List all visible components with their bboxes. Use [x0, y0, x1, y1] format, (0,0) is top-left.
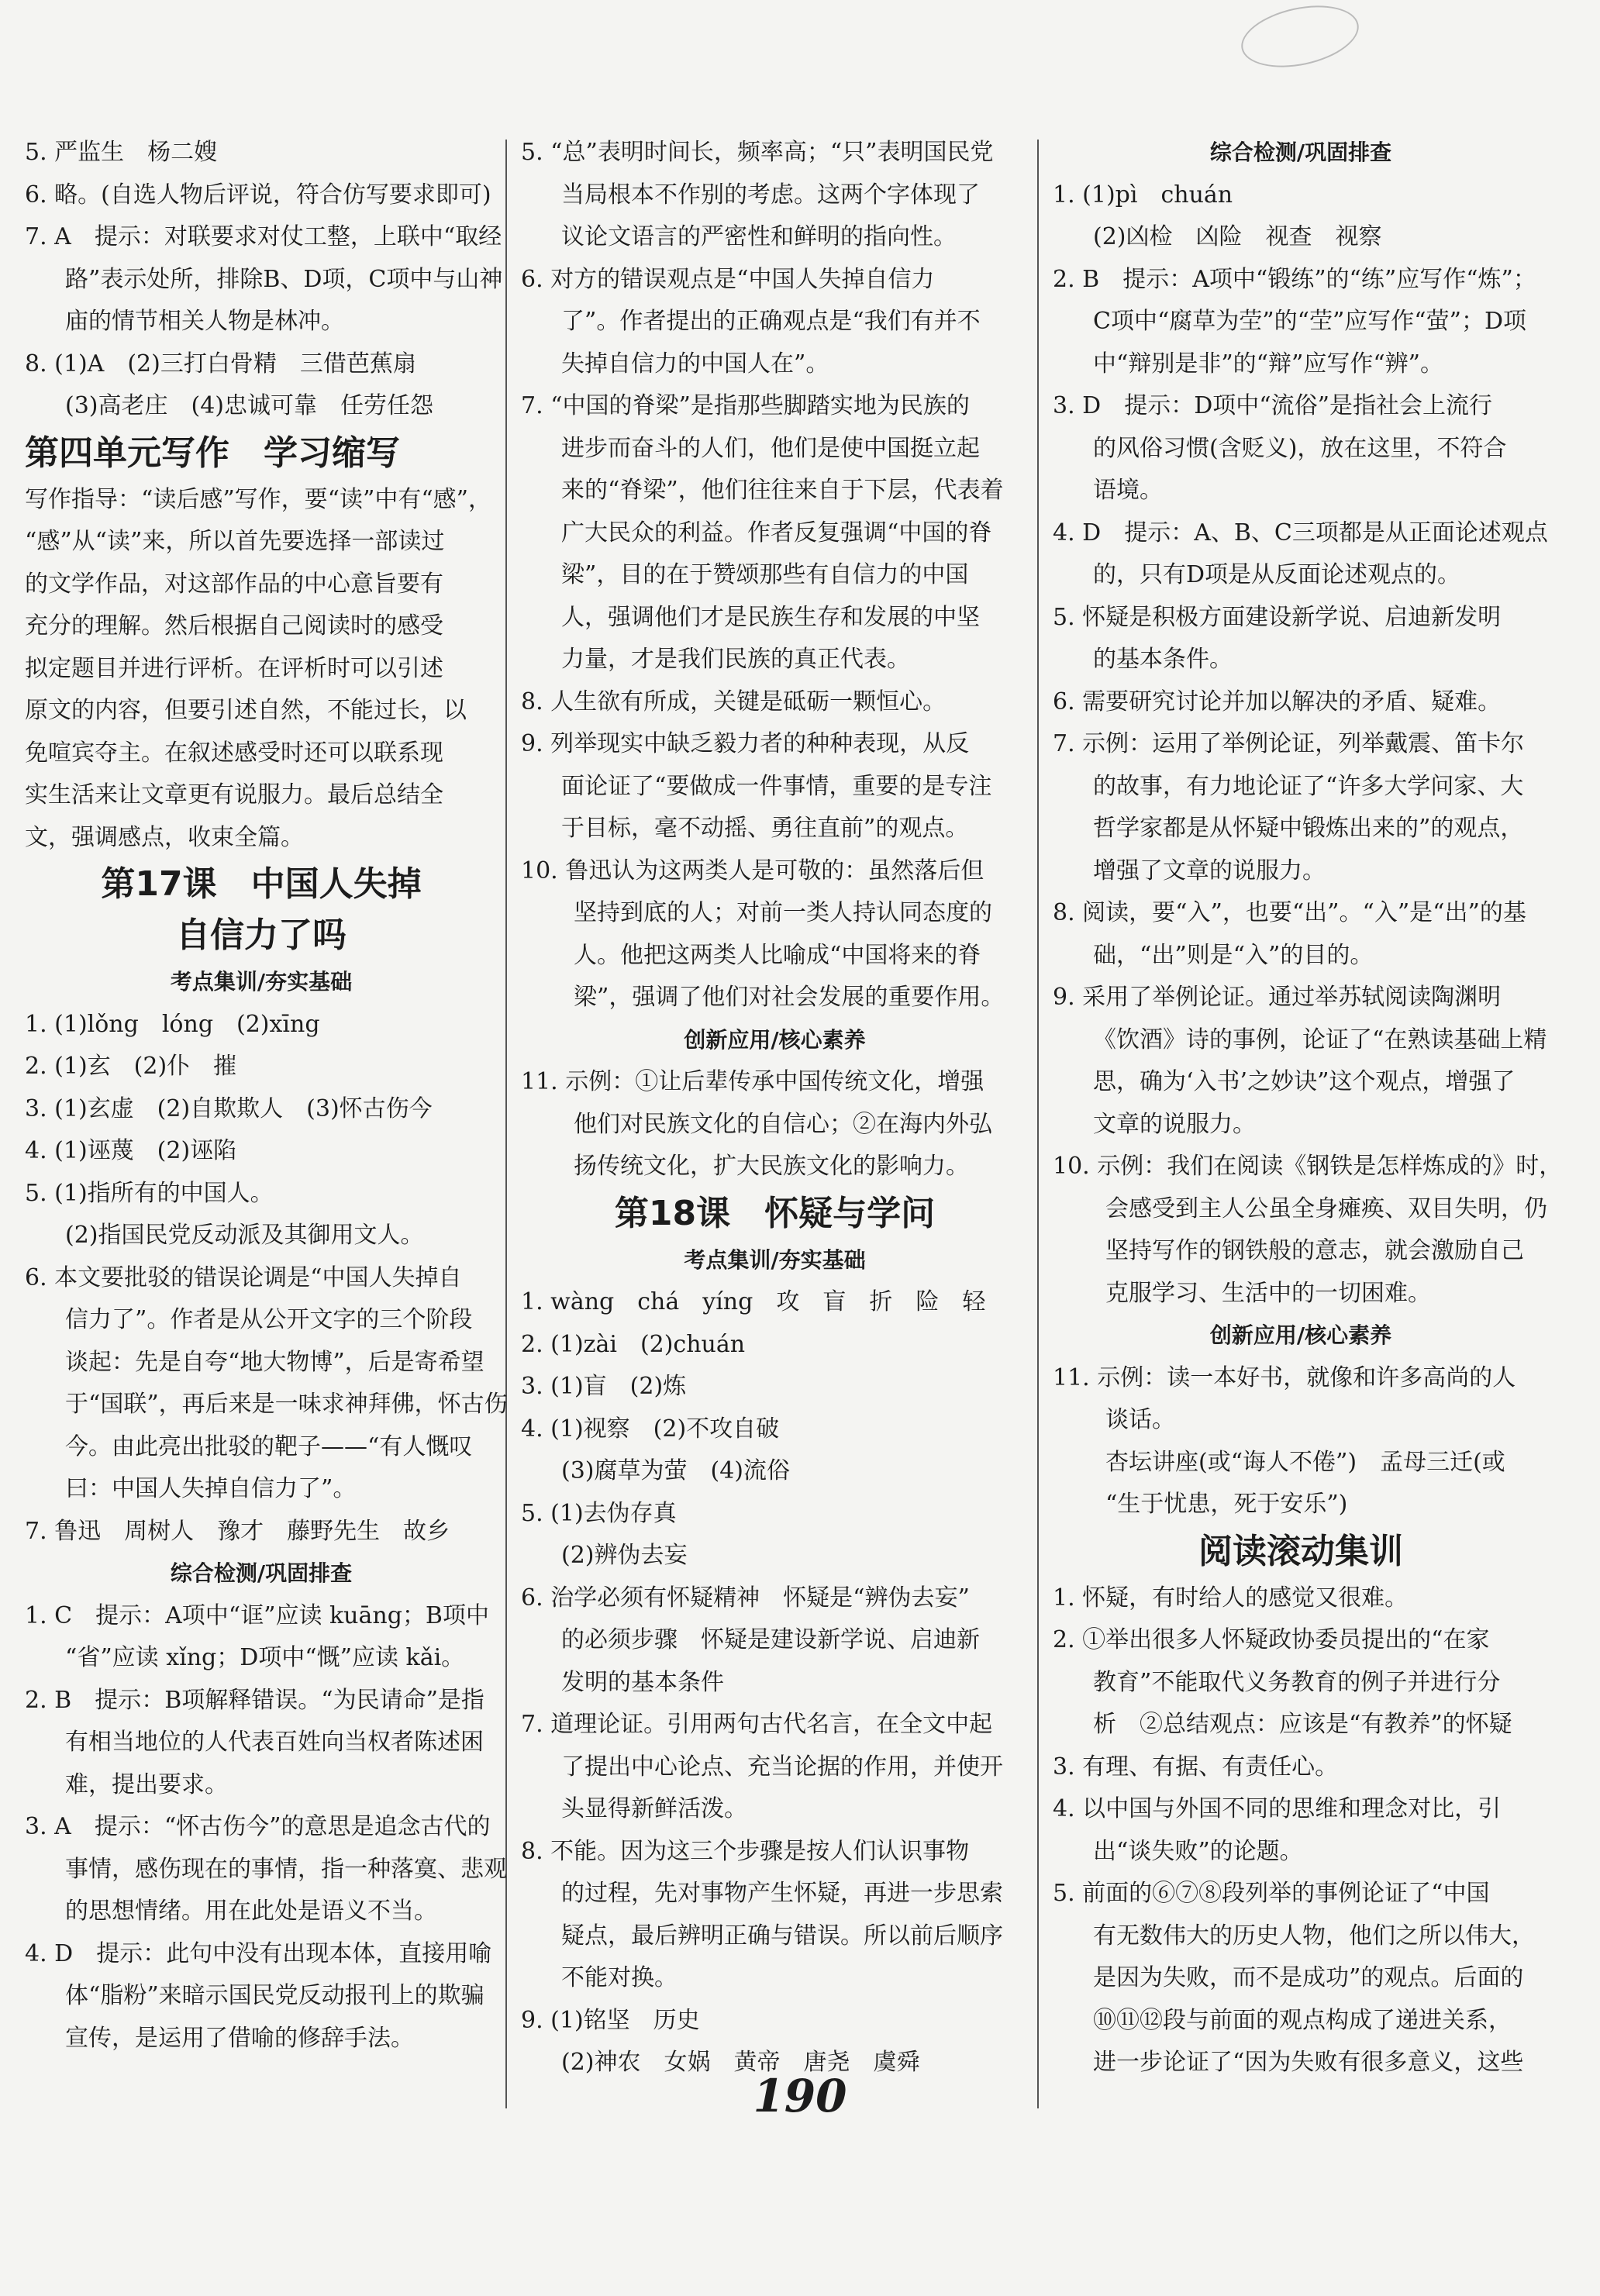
answer-line: 5. 严监生 杨二嫂	[25, 139, 218, 166]
answer-line: 的基本条件。	[1093, 646, 1233, 673]
answer-line: 实生活来让文章更有说服力。最后总结全	[25, 781, 443, 808]
answer-line: 1. C 提示：A项中“诓”应读 kuāng；B项中	[25, 1601, 489, 1629]
answer-line: “感”从“读”来，所以首先要选择一部读过	[25, 528, 445, 555]
answer-line: 于“国联”，再后来是一味求神拜佛，怀古伤	[65, 1391, 508, 1418]
answer-line: 曰：中国人失掉自信力了”。	[65, 1475, 357, 1502]
answer-line: 的故事，有力地论证了“许多大学问家、大	[1093, 772, 1524, 800]
answer-line: 人，强调他们才是民族生存和发展的中坚	[561, 603, 980, 631]
answer-line: 的过程，先对事物产生怀疑，再进一步思索	[561, 1880, 1003, 1907]
answer-line: 8. 阅读，要“入”，也要“出”。“入”是“出”的基	[1053, 899, 1526, 926]
answer-line: 有无数伟大的历史人物，他们之所以伟大，	[1093, 1922, 1535, 1950]
answer-line: 梁”，强调了他们对社会发展的重要作用。	[574, 984, 1005, 1011]
answer-line: 当局根本不作别的考虑。这两个字体现了	[561, 181, 980, 209]
answer-line: “生于忧患，死于安乐”)	[1105, 1491, 1348, 1518]
answer-line: 文章的说服力。	[1093, 1110, 1256, 1138]
answer-line: 难，提出要求。	[65, 1770, 228, 1798]
section-heading: 第四单元写作 学习缩写	[25, 433, 400, 473]
page-number: 190	[753, 2070, 847, 2122]
answer-line: 议论文语言的严密性和鲜明的指向性。	[561, 223, 957, 250]
answer-line: 思，确为‘入书’之妙诀”这个观点，增强了	[1093, 1068, 1516, 1095]
column-right	[1053, 132, 1563, 2084]
answer-line: 础，“出”则是“入”的目的。	[1093, 941, 1374, 969]
answer-line: 5. (1)指所有的中国人。	[25, 1179, 274, 1207]
answer-line: 他们对民族文化的自信心；②在海内外弘	[574, 1110, 992, 1138]
answer-line: 3. A 提示：“怀古伤今”的意思是追念古代的	[25, 1813, 491, 1840]
answer-line: 的风俗习惯(含贬义)，放在这里，不符合	[1093, 434, 1507, 462]
answer-line: (2)辨伪去妄	[561, 1542, 688, 1569]
answer-line: 中“辩别是非”的“辩”应写作“辨”。	[1093, 350, 1444, 377]
answer-line: 7. A 提示：对联要求对仗工整，上联中“取经	[25, 223, 502, 250]
answer-line: 10. 鲁迅认为这两类人是可敬的：虽然落后但	[521, 857, 984, 884]
section-heading: 第17课 中国人失掉	[101, 864, 422, 904]
answer-line: ⑩⑪⑫段与前面的观点构成了递进关系，	[1093, 2006, 1512, 2034]
answer-line: 2. (1)玄 (2)仆 摧	[25, 1053, 237, 1080]
answer-line: 头显得新鲜活泼。	[561, 1795, 747, 1822]
answer-line: 4. D 提示：此句中没有出现本体，直接用喻	[25, 1939, 492, 1967]
answer-line: 4. 以中国与外国不同的思维和理念对比，引	[1053, 1795, 1502, 1822]
answer-line: 3. D 提示：D项中“流俗”是指社会上流行	[1053, 392, 1492, 419]
answer-line: 6. 需要研究讨论并加以解决的矛盾、疑难。	[1053, 688, 1502, 715]
answer-line: 1. (1)lǒng lóng (2)xīng	[25, 1010, 320, 1038]
answer-line: 哲学家都是从怀疑中锻炼出来的”的观点，	[1093, 815, 1524, 842]
answer-line: 2. B 提示：A项中“锻练”的“练”应写作“炼”；	[1053, 265, 1536, 293]
subsection-heading: 考点集训/夯实基础	[170, 969, 353, 995]
answer-line: 免喧宾夺主。在叙述感受时还可以联系现	[25, 739, 443, 767]
answer-line: 进步而奋斗的人们，他们是使中国挺立起	[561, 434, 980, 462]
answer-line: 1. 怀疑，有时给人的感觉又很难。	[1053, 1584, 1409, 1612]
subsection-heading: 综合检测/巩固排查	[1209, 140, 1392, 165]
answer-line: 4. (1)诬蔑 (2)诬陷	[25, 1137, 237, 1164]
answer-line: 梁”，目的在于赞颂那些有自信力的中国	[561, 561, 969, 588]
answer-line: 9. (1)铭坚 历史	[521, 2006, 700, 2034]
answer-line: 充分的理解。然后根据自己阅读时的感受	[25, 612, 443, 640]
answer-line: (3)高老庄 (4)忠诚可靠 任劳任怨	[65, 392, 433, 419]
stamp-mark	[1236, 0, 1364, 77]
answer-line: 的必须步骤 怀疑是建设新学说、启迪新	[561, 1626, 980, 1653]
answer-line: 3. (1)盲 (2)炼	[521, 1373, 687, 1400]
answer-line: 《饮酒》诗的事例，论证了“在熟读基础上精	[1093, 1026, 1547, 1053]
answer-line: 写作指导：“读后感”写作，要“读”中有“感”，	[25, 485, 492, 513]
answer-line: 失掉自信力的中国人在”。	[561, 350, 829, 377]
answer-line: 4. D 提示：A、B、C三项都是从正面论述观点	[1053, 519, 1548, 546]
answer-line: 5. “总”表明时间长，频率高；“只”表明国民党	[521, 139, 994, 166]
column-divider	[505, 140, 507, 2108]
answer-line: 出“谈失败”的论题。	[1093, 1837, 1303, 1865]
answer-line: 的，只有D项是从反面论述观点的。	[1093, 561, 1461, 588]
answer-line: 7. 鲁迅 周树人 豫才 藤野先生 故乡	[25, 1517, 450, 1545]
answer-line: 事情，感伤现在的事情，指一种落寞、悲观	[65, 1855, 507, 1883]
answer-line: 9. 采用了举例论证。通过举苏轼阅读陶渊明	[1053, 984, 1502, 1011]
answer-line: 1. (1)pì chuán	[1053, 181, 1233, 209]
answer-line: 6. 治学必须有怀疑精神 怀疑是“辨伪去妄”	[521, 1584, 970, 1612]
answer-line: 于目标，毫不动摇、勇往直前”的观点。	[561, 815, 969, 842]
answer-line: 疑点，最后辨明正确与错误。所以前后顺序	[561, 1922, 1003, 1950]
answer-line: 拟定题目并进行评析。在评析时可以引述	[25, 654, 443, 682]
answer-line: 了”。作者提出的正确观点是“我们有并不	[561, 308, 981, 335]
answer-line: 庙的情节相关人物是林冲。	[65, 308, 344, 335]
answer-line: 今。由此亮出批驳的靶子——“有人慨叹	[65, 1432, 473, 1460]
answer-line: 5. 怀疑是积极方面建设新学说、启迪新发明	[1053, 603, 1502, 631]
answer-line: 面论证了“要做成一件事情，重要的是专注	[561, 772, 992, 800]
answer-line: C项中“腐草为茔”的“茔”应写作“萤”；D项	[1093, 308, 1527, 335]
answer-line: 1. wàng chá yíng 攻 盲 折 险 轻	[521, 1288, 986, 1315]
answer-line: 析 ②总结观点：应该是“有教养”的怀疑	[1093, 1711, 1512, 1738]
answer-line: 有相当地位的人代表百姓向当权者陈述困	[65, 1729, 484, 1756]
answer-line: (2)指国民党反动派及其御用文人。	[65, 1222, 424, 1249]
answer-line: 4. (1)视察 (2)不攻自破	[521, 1415, 780, 1443]
answer-line: 7. “中国的脊梁”是指那些脚踏实地为民族的	[521, 392, 970, 419]
answer-line: 3. (1)玄虚 (2)自欺欺人 (3)怀古伤今	[25, 1095, 433, 1122]
answer-line: 人。他把这两类人比喻成“中国将来的脊	[574, 941, 981, 969]
answer-line: 会感受到主人公虽全身瘫痪、双目失明，仍	[1105, 1195, 1547, 1222]
answer-line: 11. 示例：读一本好书，就像和许多高尚的人	[1053, 1363, 1516, 1391]
answer-line: 的思想情绪。用在此处是语义不当。	[65, 1898, 437, 1925]
answer-line: 7. 示例：运用了举例论证，列举戴震、笛卡尔	[1053, 730, 1525, 757]
answer-line: 体“脂粉”来暗示国民党反动报刊上的欺骗	[65, 1982, 484, 2009]
answer-line: 7. 道理论证。引用两句古代名言，在全文中起	[521, 1711, 993, 1738]
answer-line: 了提出中心论点、充当论据的作用，并使开	[561, 1753, 1003, 1781]
section-heading: 自信力了吗	[176, 915, 347, 955]
column-divider	[1037, 140, 1039, 2108]
answer-line: (2)凶检 凶险 视查 视察	[1093, 223, 1382, 250]
answer-line: 来的“脊梁”，他们往往来自于下层，代表着	[561, 477, 1004, 504]
section-heading: 阅读滚动集训	[1198, 1531, 1403, 1571]
answer-line: 扬传统文化，扩大民族文化的影响力。	[574, 1153, 969, 1180]
answer-line: 2. B 提示：B项解释错误。“为民请命”是指	[25, 1686, 484, 1714]
answer-line: 力量，才是我们民族的真正代表。	[561, 646, 910, 673]
answer-line: 语境。	[1093, 477, 1163, 504]
answer-line: 5. (1)去伪存真	[521, 1499, 677, 1527]
answer-line: 文，强调感点，收束全篇。	[25, 823, 304, 851]
answer-line: 坚持到底的人；对前一类人持认同态度的	[574, 899, 992, 926]
answer-line: 8. 人生欲有所成，关键是砥砺一颗恒心。	[521, 688, 947, 715]
answer-line: 信力了”。作者是从公开文字的三个阶段	[65, 1306, 473, 1333]
answer-line: 是因为失败，而不是成功”的观点。后面的	[1093, 1964, 1524, 1991]
answer-line: 谈起：先是自夸“地大物博”，后是寄希望	[65, 1348, 484, 1376]
section-heading: 第18课 怀疑与学问	[614, 1193, 936, 1233]
subsection-heading: 考点集训/夯实基础	[684, 1246, 866, 1273]
answer-line: (3)腐草为萤 (4)流俗	[561, 1457, 790, 1484]
answer-line: 11. 示例：①让后辈传承中国传统文化，增强	[521, 1068, 984, 1095]
subsection-heading: 创新应用/核心素养	[684, 1026, 866, 1053]
subsection-heading: 综合检测/巩固排查	[170, 1560, 353, 1586]
answer-line: 6. 本文要批驳的错误论调是“中国人失掉自	[25, 1263, 462, 1291]
answer-line: 10. 示例：我们在阅读《钢铁是怎样炼成的》时，	[1053, 1153, 1563, 1180]
answer-line: 2. ①举出很多人怀疑政协委员提出的“在家	[1053, 1626, 1490, 1653]
answer-line: 8. 不能。因为这三个步骤是按人们认识事物	[521, 1837, 970, 1865]
answer-line: 杏坛讲座(或“诲人不倦”) 孟母三迁(或	[1105, 1448, 1505, 1476]
answer-line: 3. 有理、有据、有责任心。	[1053, 1753, 1339, 1781]
answer-line: 坚持写作的钢铁般的意志，就会激励自己	[1105, 1237, 1524, 1264]
subsection-heading: 创新应用/核心素养	[1209, 1322, 1392, 1348]
answer-line: 的文学作品，对这部作品的中心意旨要有	[25, 570, 443, 598]
answer-line: 9. 列举现实中缺乏毅力者的种种表现，从反	[521, 730, 970, 757]
answer-line: “省”应读 xǐng；D项中“慨”应读 kǎi。	[65, 1644, 465, 1671]
answer-line: 谈话。	[1105, 1406, 1175, 1433]
answer-line: 6. 略。(自选人物后评说，符合仿写要求即可)	[25, 181, 491, 209]
column-middle	[521, 132, 1029, 2084]
answer-line: 增强了文章的说服力。	[1093, 857, 1326, 884]
answer-line: 克服学习、生活中的一切困难。	[1105, 1279, 1431, 1307]
answer-line: 原文的内容，但要引述自然，不能过长，以	[25, 697, 467, 724]
answer-line: 5. 前面的⑥⑦⑧段列举的事例论证了“中国	[1053, 1880, 1490, 1907]
answer-line: 2. (1)zài (2)chuán	[521, 1330, 746, 1358]
column-left	[25, 132, 508, 2060]
answer-line: 6. 对方的错误观点是“中国人失掉自信力	[521, 265, 935, 293]
answer-line: 宣传，是运用了借喻的修辞手法。	[65, 2024, 414, 2052]
answer-line: 广大民众的利益。作者反复强调“中国的脊	[561, 519, 992, 546]
answer-line: 路”表示处所，排除B、D项，C项中与山神	[65, 265, 503, 293]
answer-line: (2)神农 女娲 黄帝 唐尧 虞舜	[561, 2049, 920, 2076]
answer-line: 进一步论证了“因为失败有很多意义，这些	[1093, 2049, 1524, 2076]
answer-line: 不能对换。	[561, 1964, 678, 1991]
answer-line: 8. (1)A (2)三打白骨精 三借芭蕉扇	[25, 350, 416, 377]
answer-line: 发明的基本条件	[561, 1668, 724, 1696]
answer-line: 教育”不能取代义务教育的例子并进行分	[1093, 1668, 1501, 1696]
